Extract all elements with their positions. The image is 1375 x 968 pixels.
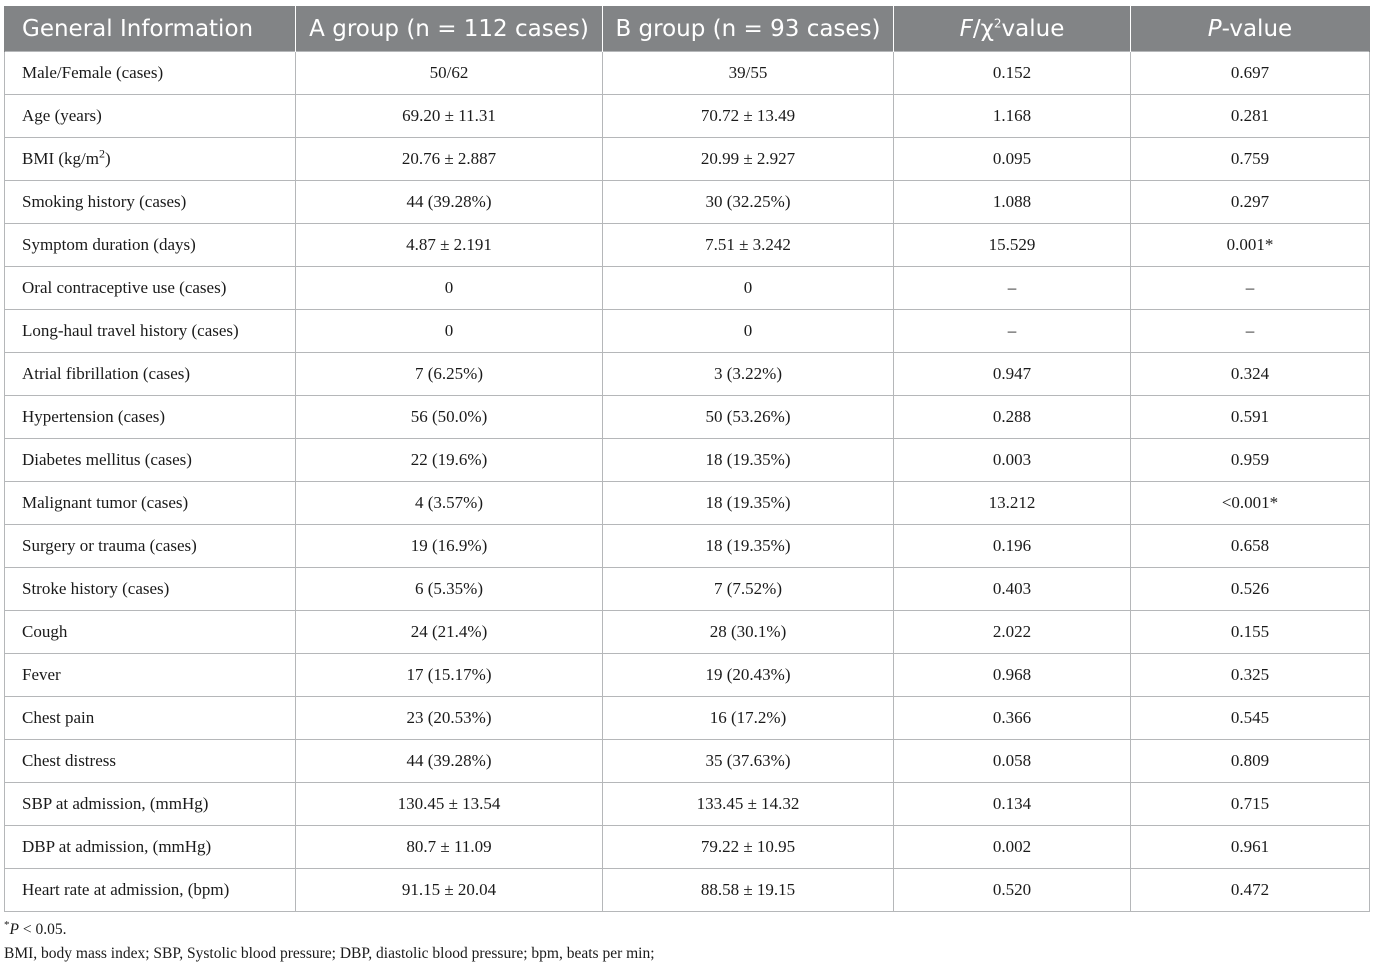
row-label: Stroke history (cases): [5, 568, 296, 611]
p-value: 0.526: [1131, 568, 1370, 611]
b-group-value: 35 (37.63%): [603, 740, 894, 783]
a-group-value: 24 (21.4%): [296, 611, 603, 654]
f-chi-value: 0.947: [894, 353, 1131, 396]
p-value: 0.961: [1131, 826, 1370, 869]
f-chi-value: 13.212: [894, 482, 1131, 525]
p-value: 0.325: [1131, 654, 1370, 697]
a-group-value: 44 (39.28%): [296, 181, 603, 224]
header-p-value: P-value: [1131, 6, 1370, 52]
row-label: Smoking history (cases): [5, 181, 296, 224]
table-row: [5, 353, 1370, 396]
f-chi-value: 0.134: [894, 783, 1131, 826]
row-label: DBP at admission, (mmHg): [5, 826, 296, 869]
table-row: [5, 654, 1370, 697]
table-row: [5, 310, 1370, 353]
row-label: Age (years): [5, 95, 296, 138]
table-row: [5, 525, 1370, 568]
p-value: –: [1131, 267, 1370, 310]
p-value: 0.297: [1131, 181, 1370, 224]
general-information-table: [4, 6, 1370, 912]
a-group-value: 50/62: [296, 52, 603, 95]
row-label: Male/Female (cases): [5, 52, 296, 95]
f-chi-value: 0.196: [894, 525, 1131, 568]
table-row: [5, 52, 1370, 95]
table-row: [5, 482, 1370, 525]
table-row: [5, 267, 1370, 310]
f-chi-value: 0.366: [894, 697, 1131, 740]
b-group-value: 50 (53.26%): [603, 396, 894, 439]
table-row: [5, 138, 1370, 181]
row-label: Chest pain: [5, 697, 296, 740]
a-group-value: 0: [296, 267, 603, 310]
p-value: 0.472: [1131, 869, 1370, 912]
table-row: [5, 740, 1370, 783]
b-group-value: 30 (32.25%): [603, 181, 894, 224]
a-group-value: 22 (19.6%): [296, 439, 603, 482]
table-row: [5, 181, 1370, 224]
b-group-value: 18 (19.35%): [603, 482, 894, 525]
f-chi-value: 0.095: [894, 138, 1131, 181]
b-group-value: 20.99 ± 2.927: [603, 138, 894, 181]
p-value: 0.155: [1131, 611, 1370, 654]
table-row: [5, 826, 1370, 869]
p-value: 0.545: [1131, 697, 1370, 740]
a-group-value: 4 (3.57%): [296, 482, 603, 525]
b-group-value: 0: [603, 267, 894, 310]
b-group-value: 39/55: [603, 52, 894, 95]
f-chi-value: –: [894, 310, 1131, 353]
a-group-value: 91.15 ± 20.04: [296, 869, 603, 912]
table-row: [5, 439, 1370, 482]
table-row: [5, 783, 1370, 826]
row-label: Malignant tumor (cases): [5, 482, 296, 525]
p-value: 0.281: [1131, 95, 1370, 138]
p-value: 0.591: [1131, 396, 1370, 439]
a-group-value: 23 (20.53%): [296, 697, 603, 740]
p-value: <0.001*: [1131, 482, 1370, 525]
f-chi-value: 0.968: [894, 654, 1131, 697]
row-label: Symptom duration (days): [5, 224, 296, 267]
row-label: Long-haul travel history (cases): [5, 310, 296, 353]
a-group-value: 80.7 ± 11.09: [296, 826, 603, 869]
f-chi-value: 1.168: [894, 95, 1131, 138]
p-value: 0.959: [1131, 439, 1370, 482]
a-group-value: 6 (5.35%): [296, 568, 603, 611]
f-chi-value: 0.003: [894, 439, 1131, 482]
p-value: 0.809: [1131, 740, 1370, 783]
b-group-value: 0: [603, 310, 894, 353]
a-group-value: 44 (39.28%): [296, 740, 603, 783]
row-label: Diabetes mellitus (cases): [5, 439, 296, 482]
f-chi-value: 0.002: [894, 826, 1131, 869]
header-a-group: A group (n = 112 cases): [296, 6, 603, 52]
f-chi-value: 0.152: [894, 52, 1131, 95]
header-f-chi-value: $F/\chi^2value$: [894, 6, 1131, 52]
b-group-value: 28 (30.1%): [603, 611, 894, 654]
table-row: [5, 95, 1370, 138]
row-label: Atrial fibrillation (cases): [5, 353, 296, 396]
p-value: 0.697: [1131, 52, 1370, 95]
table-footnotes: [4, 918, 655, 966]
f-chi-value: 0.288: [894, 396, 1131, 439]
row-label: Cough: [5, 611, 296, 654]
b-group-value: 7 (7.52%): [603, 568, 894, 611]
table-row: [5, 568, 1370, 611]
table-row: [5, 611, 1370, 654]
f-chi-value: 1.088: [894, 181, 1131, 224]
p-value: –: [1131, 310, 1370, 353]
header-b-group: B group (n = 93 cases): [603, 6, 894, 52]
f-chi-value: –: [894, 267, 1131, 310]
a-group-value: 7 (6.25%): [296, 353, 603, 396]
f-chi-value: 15.529: [894, 224, 1131, 267]
row-label: Chest distress: [5, 740, 296, 783]
row-label: BMI $(kg/m^2)$: [5, 138, 296, 181]
b-group-value: 18 (19.35%): [603, 525, 894, 568]
b-group-value: 70.72 ± 13.49: [603, 95, 894, 138]
f-chi-value: 0.058: [894, 740, 1131, 783]
p-value: 0.001*: [1131, 224, 1370, 267]
row-label: Heart rate at admission, (bpm): [5, 869, 296, 912]
b-group-value: 79.22 ± 10.95: [603, 826, 894, 869]
f-chi-value: 0.403: [894, 568, 1131, 611]
b-group-value: 7.51 ± 3.242: [603, 224, 894, 267]
row-label: Hypertension (cases): [5, 396, 296, 439]
table-row: [5, 396, 1370, 439]
header-general-information: General Information: [5, 6, 296, 52]
p-value: 0.324: [1131, 353, 1370, 396]
b-group-value: 88.58 ± 19.15: [603, 869, 894, 912]
b-group-value: 16 (17.2%): [603, 697, 894, 740]
table-body: [5, 52, 1370, 912]
a-group-value: 56 (50.0%): [296, 396, 603, 439]
table-row: [5, 697, 1370, 740]
header-row: [5, 6, 1370, 52]
row-label: Fever: [5, 654, 296, 697]
b-group-value: 18 (19.35%): [603, 439, 894, 482]
b-group-value: 19 (20.43%): [603, 654, 894, 697]
a-group-value: 4.87 ± 2.191: [296, 224, 603, 267]
a-group-value: 0: [296, 310, 603, 353]
f-chi-value: 0.520: [894, 869, 1131, 912]
b-group-value: 133.45 ± 14.32: [603, 783, 894, 826]
table-container: [4, 6, 1369, 912]
row-label: SBP at admission, (mmHg): [5, 783, 296, 826]
table-header: [5, 6, 1370, 52]
row-label: Oral contraceptive use (cases): [5, 267, 296, 310]
a-group-value: 130.45 ± 13.54: [296, 783, 603, 826]
a-group-value: 17 (15.17%): [296, 654, 603, 697]
abbreviations-note: BMI, body mass index; SBP, Systolic blood pressure; DBP, diastolic blood pressure; bpm, beats per min;: [4, 945, 655, 962]
f-chi-value: 2.022: [894, 611, 1131, 654]
b-group-value: 3 (3.22%): [603, 353, 894, 396]
a-group-value: 20.76 ± 2.887: [296, 138, 603, 181]
table-row: [5, 224, 1370, 267]
p-value: 0.759: [1131, 138, 1370, 181]
p-value: 0.715: [1131, 783, 1370, 826]
p-value: 0.658: [1131, 525, 1370, 568]
table-row: [5, 869, 1370, 912]
a-group-value: 69.20 ± 11.31: [296, 95, 603, 138]
significance-note: *P < 0.05.: [4, 918, 67, 938]
row-label: Surgery or trauma (cases): [5, 525, 296, 568]
a-group-value: 19 (16.9%): [296, 525, 603, 568]
